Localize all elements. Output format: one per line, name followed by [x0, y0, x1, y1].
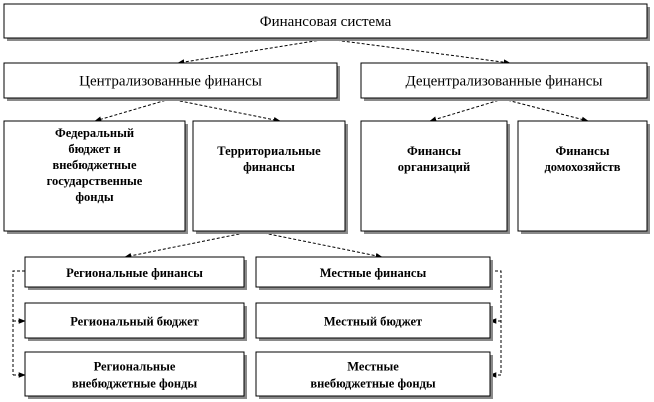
connector-territorial-to-regional — [125, 231, 254, 257]
node-territorial-finance-label-line: Территориальные — [217, 144, 321, 158]
node-regional-extrabudget-funds-label-line: внебюджетные фонды — [71, 376, 198, 391]
node-organizations-finance — [361, 121, 510, 234]
node-federal-budget-label-line: Федеральный — [54, 126, 135, 140]
connector-centralized-to-federal — [95, 99, 170, 121]
node-regional-finance-label-line: Региональные финансы — [66, 266, 203, 280]
node-local-budget-label-line: Местный бюджет — [323, 314, 423, 329]
node-organizations-finance-label-line: организаций — [397, 160, 471, 174]
node-centralized-finance-label-line: Централизованные финансы — [79, 73, 262, 90]
node-households-finance-label-line: домохозяйств — [544, 160, 621, 174]
node-financial-system-label-line: Финансовая система — [259, 14, 392, 30]
node-federal-budget-label-line: бюджет и — [68, 142, 121, 156]
node-organizations-finance-box — [361, 121, 507, 231]
connector-decentralized-to-organizations — [430, 99, 503, 121]
node-regional-budget-label-line: Региональный бюджет — [70, 314, 199, 329]
node-territorial-finance — [193, 121, 348, 234]
node-regional-finance — [25, 257, 247, 290]
node-centralized-finance — [4, 63, 340, 101]
node-households-finance — [518, 121, 650, 234]
node-regional-extrabudget-funds — [25, 352, 247, 399]
node-regional-extrabudget-funds-label-line: Региональные — [93, 359, 176, 374]
node-decentralized-finance — [361, 63, 650, 101]
node-local-extrabudget-funds-label-line: Местные — [347, 359, 399, 374]
node-territorial-finance-box — [193, 121, 345, 231]
node-regional-budget — [25, 303, 247, 341]
node-local-finance — [256, 257, 493, 290]
connector-decentralized-to-households — [503, 99, 588, 121]
node-local-finance-label-line: Местные финансы — [319, 266, 427, 280]
connector-centralized-to-territorial — [170, 99, 280, 121]
connector-territorial-to-local — [254, 231, 382, 257]
boxes — [4, 4, 650, 399]
node-federal-budget-label-line: внебюджетные — [52, 158, 137, 172]
node-territorial-finance-label-line: финансы — [243, 160, 295, 174]
node-local-budget — [256, 303, 493, 341]
node-households-finance-box — [518, 121, 647, 231]
node-households-finance-label-line: Финансы — [555, 144, 610, 158]
node-local-extrabudget-funds-label-line: внебюджетные фонды — [310, 376, 436, 391]
node-financial-system — [4, 4, 650, 41]
node-organizations-finance-label-line: Финансы — [407, 144, 461, 158]
node-local-extrabudget-funds — [256, 352, 493, 399]
node-federal-budget — [4, 121, 188, 234]
node-federal-budget-label-line: фонды — [75, 190, 114, 204]
node-federal-budget-label-line: государственные — [46, 174, 143, 188]
connector-root-to-centralized — [178, 39, 327, 63]
node-decentralized-finance-label-line: Децентрализованные финансы — [405, 73, 603, 90]
connector-regional-bracket-top — [13, 271, 25, 375]
connector-root-to-decentralized — [327, 39, 510, 63]
